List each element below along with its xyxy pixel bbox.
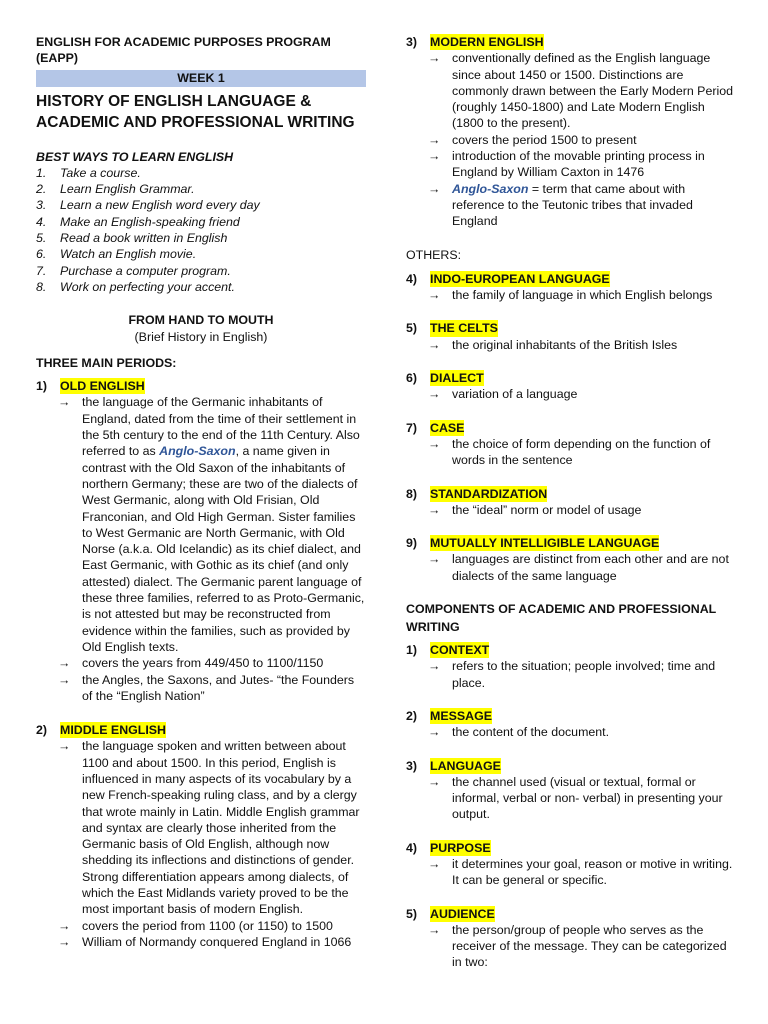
list-number: 6.	[36, 247, 47, 262]
component-block	[406, 758, 736, 823]
list-text: variation of a language	[452, 387, 578, 402]
left-column	[36, 34, 366, 950]
arrow-icon: →	[428, 856, 441, 871]
bullet-list	[36, 738, 366, 950]
arrow-icon: →	[428, 288, 441, 303]
list-text: refers to the situation; people involved; time and place.	[452, 659, 716, 690]
arrow-icon: →	[58, 672, 71, 687]
list-text: Purchase a computer program.	[60, 263, 231, 278]
section-title: MESSAGE	[430, 708, 492, 723]
list-text: Watch an English movie.	[60, 247, 197, 262]
section-heading	[36, 378, 366, 394]
section-heading	[406, 486, 736, 502]
section-heading	[406, 642, 736, 658]
list-number: 3.	[36, 198, 47, 213]
list-number: 1.	[36, 165, 47, 180]
list-text: covers the period from 1100 (or 1150) to 1500	[82, 918, 333, 933]
list-item	[406, 922, 736, 971]
bullet-list	[406, 551, 736, 584]
list-text: the choice of form depending on the function of words in the sentence	[452, 436, 711, 468]
list-text: the original inhabitants of the British Isles	[452, 337, 678, 352]
term-block	[406, 535, 736, 584]
list-item	[406, 148, 736, 181]
list-item	[406, 724, 736, 740]
section-heading	[406, 420, 736, 436]
section-number: 1)	[36, 379, 48, 394]
bullet-list	[406, 386, 736, 402]
term-anglo-saxon: Anglo-Saxon	[159, 444, 236, 459]
term-anglo-saxon: Anglo-Saxon	[452, 181, 529, 196]
list-text: the person/group of people who serves as the receiver of the message. They can be categorized in two:	[452, 922, 727, 970]
section-heading	[406, 34, 736, 50]
list-item	[406, 436, 736, 469]
bullet-list	[406, 436, 736, 469]
arrow-icon: →	[428, 922, 441, 937]
section-number: 7)	[406, 420, 418, 435]
components-section	[406, 642, 736, 971]
bullet-list	[406, 658, 736, 691]
arrow-icon: →	[428, 337, 441, 352]
list-item	[406, 181, 736, 230]
program-title: ENGLISH FOR ACADEMIC PURPOSES PROGRAM (EAPP)	[36, 35, 331, 66]
text-part: the language of the Germanic inhabitants of England, dated from the time of their settlement in the 5th century to the end of the 11th Century. Also referred to as	[82, 395, 360, 459]
list-item	[36, 934, 366, 950]
term-block	[406, 486, 736, 519]
list-item	[36, 394, 366, 655]
periods-label: THREE MAIN PERIODS:	[36, 355, 177, 370]
arrow-icon: →	[428, 132, 441, 147]
arrow-icon: →	[428, 149, 441, 164]
section-title: LANGUAGE	[588, 536, 660, 551]
list-text: the family of language in which English belongs	[452, 288, 713, 303]
arrow-icon: →	[58, 656, 71, 671]
list-item	[36, 279, 366, 295]
arrow-icon: →	[428, 502, 441, 517]
list-text: Make an English-speaking friend	[60, 214, 240, 229]
list-number: 5.	[36, 231, 47, 246]
list-item	[36, 214, 366, 230]
text-part: = term that came about with reference to the Teutonic tribes that invaded England	[452, 181, 693, 229]
components-heading: COMPONENTS OF ACADEMIC AND PROFESSIONAL WRITING	[406, 602, 717, 635]
others-label: OTHERS:	[406, 247, 462, 262]
list-number: 8.	[36, 279, 47, 294]
list-item	[36, 181, 366, 197]
list-text: Take a course.	[60, 165, 141, 180]
list-number: 4.	[36, 214, 47, 229]
period-middle-english	[36, 722, 366, 950]
bullet-list	[406, 337, 736, 353]
list-text	[452, 181, 736, 230]
bullet-list	[406, 856, 736, 889]
list-item	[406, 132, 736, 148]
section-title: PURPOSE	[430, 840, 491, 855]
arrow-icon: →	[428, 51, 441, 66]
week-banner: WEEK 1	[36, 70, 366, 87]
bullet-list	[406, 287, 736, 303]
section-number: 2)	[36, 723, 48, 738]
list-item	[36, 918, 366, 934]
section-heading	[406, 535, 736, 551]
list-item	[406, 502, 736, 518]
list-item	[406, 774, 736, 823]
arrow-icon: →	[428, 725, 441, 740]
doc-title	[36, 91, 366, 133]
section-heading	[406, 271, 736, 287]
list-item	[36, 655, 366, 671]
list-text: the Angles, the Saxons, and Jutes- “the Founders of the “English Nation”	[82, 672, 355, 703]
arrow-icon: →	[428, 774, 441, 789]
list-text: Read a book written in English	[60, 231, 228, 246]
section-title: CASE	[430, 420, 465, 435]
list-text: languages are distinct from each other and are not dialects of the same language	[452, 552, 729, 583]
history-heading: FROM HAND TO MOUTH	[128, 313, 274, 328]
bullet-list	[406, 724, 736, 740]
text-part: , a name given in contrast with the Old Saxon of the inhabitants of northern Germany; these are two of the dialects of West Germanic, along with Old Frisian, Old Franconian, and Old High German. Sister families to West Germanic are North Germanic, with Old Norse (a.k.a. Old Icelandic) as its chief dialect, and East Germanic, with Gothic as its chief (and only attested) dialect. The Germanic parent language of these three families, referred to as Proto-Germanic, is not attested but may be reconstructed from evidence within the families, such as provided by Old English texts.	[82, 444, 365, 654]
arrow-icon: →	[58, 395, 71, 410]
section-heading	[406, 758, 736, 774]
list-item	[406, 658, 736, 691]
history-subheading: (Brief History in English)	[134, 329, 268, 344]
list-item	[36, 263, 366, 279]
component-block	[406, 906, 736, 971]
list-text: Learn English Grammar.	[60, 182, 195, 197]
section-heading	[406, 708, 736, 724]
arrow-icon: →	[58, 739, 71, 754]
term-block	[406, 370, 736, 403]
section-title: AUDIENCE	[430, 906, 495, 921]
list-text: Learn a new English word every day	[60, 198, 260, 213]
section-title: STANDARDIZATION	[430, 486, 548, 501]
doc-title-line-2: ACADEMIC AND PROFESSIONAL WRITING	[36, 113, 355, 131]
arrow-icon: →	[428, 181, 441, 196]
component-block	[406, 642, 736, 691]
list-item	[406, 50, 736, 131]
best-ways-list	[36, 165, 366, 295]
list-item	[406, 551, 736, 584]
list-text: Work on perfecting your accent.	[60, 279, 235, 294]
arrow-icon: →	[428, 659, 441, 674]
list-text: the channel used (visual or textual, formal or informal, verbal or non- verbal) in presenting your output.	[452, 774, 723, 822]
section-title: MIDDLE ENGLISH	[60, 723, 167, 738]
bullet-list	[36, 394, 366, 704]
arrow-icon: →	[428, 552, 441, 567]
section-number: 3)	[406, 758, 418, 773]
section-title: MUTUALLY INTELLIGIBLE	[430, 536, 585, 551]
list-item	[36, 165, 366, 181]
list-text: the content of the document.	[452, 725, 610, 740]
list-number: 7.	[36, 263, 47, 278]
section-number: 9)	[406, 536, 418, 551]
list-text: it determines your goal, reason or motive in writing. It can be general or specific.	[452, 856, 733, 888]
section-number: 1)	[406, 643, 418, 658]
list-item	[36, 246, 366, 262]
arrow-icon: →	[58, 934, 71, 949]
section-number: 5)	[406, 321, 418, 336]
section-heading	[36, 722, 366, 738]
right-column	[406, 34, 736, 971]
section-title: THE CELTS	[430, 321, 498, 336]
list-item	[36, 672, 366, 705]
list-text: covers the years from 449/450 to 1100/1150	[82, 656, 324, 671]
others-section	[406, 271, 736, 584]
arrow-icon: →	[428, 436, 441, 451]
section-heading	[406, 320, 736, 336]
doc-title-line-1: HISTORY OF ENGLISH LANGUAGE &	[36, 92, 312, 110]
section-title: MODERN ENGLISH	[430, 35, 544, 49]
section-number: 5)	[406, 906, 418, 921]
section-number: 4)	[406, 271, 418, 286]
bullet-list	[406, 50, 736, 229]
bullet-list	[406, 502, 736, 518]
section-heading	[406, 840, 736, 856]
list-item	[406, 287, 736, 303]
section-title: INDO-EUROPEAN LANGUAGE	[430, 271, 610, 286]
section-number: 8)	[406, 486, 418, 501]
list-item	[406, 856, 736, 889]
section-number: 3)	[406, 35, 418, 49]
list-text: William of Normandy conquered England in 1066	[82, 934, 352, 949]
list-item	[406, 386, 736, 402]
section-title: DIALECT	[430, 371, 484, 386]
list-text: conventionally defined as the English language since about 1450 or 1500. Distinctions are commonly drawn between the Early Modern Period (roughly 1450-1800) and Late Modern English (1800 to the present).	[452, 51, 733, 131]
arrow-icon: →	[58, 918, 71, 933]
component-block	[406, 708, 736, 741]
list-item	[36, 230, 366, 246]
list-number: 2.	[36, 182, 47, 197]
term-block	[406, 320, 736, 353]
arrow-icon: →	[428, 387, 441, 402]
term-block	[406, 420, 736, 469]
best-ways-heading: BEST WAYS TO LEARN ENGLISH	[36, 149, 234, 164]
section-number: 6)	[406, 371, 418, 386]
section-heading	[406, 370, 736, 386]
section-number: 4)	[406, 840, 418, 855]
list-text: the language spoken and written between about 1100 and about 1500. In this period, English is influenced in many aspects of its vocabulary by a new French-speaking ruling class, and by a clergy that wrote mainly in Latin. Middle English grammar and syntax are clearly those inherited from the Germanic basis of Old English, although now shedding its inflections and distinctions of gender. Strong differentiation appears among dialects, of which the East Midlands variety proved to be the most important basis of modern English.	[82, 739, 360, 917]
section-number: 2)	[406, 708, 418, 723]
list-text	[82, 394, 366, 655]
section-title: OLD ENGLISH	[60, 379, 145, 394]
list-item	[36, 738, 366, 917]
list-text: covers the period 1500 to present	[452, 132, 637, 147]
bullet-list	[406, 774, 736, 823]
component-block	[406, 840, 736, 889]
list-item	[406, 337, 736, 353]
term-block	[406, 271, 736, 304]
list-text: introduction of the movable printing process in England by William Caxton in 1476	[452, 149, 705, 180]
list-text: the “ideal” norm or model of usage	[452, 502, 642, 517]
section-heading	[406, 906, 736, 922]
period-modern-english	[406, 34, 736, 230]
bullet-list	[406, 922, 736, 971]
list-item	[36, 197, 366, 213]
section-title: CONTEXT	[430, 643, 490, 658]
section-title: LANGUAGE	[430, 758, 501, 773]
period-old-english	[36, 378, 366, 704]
